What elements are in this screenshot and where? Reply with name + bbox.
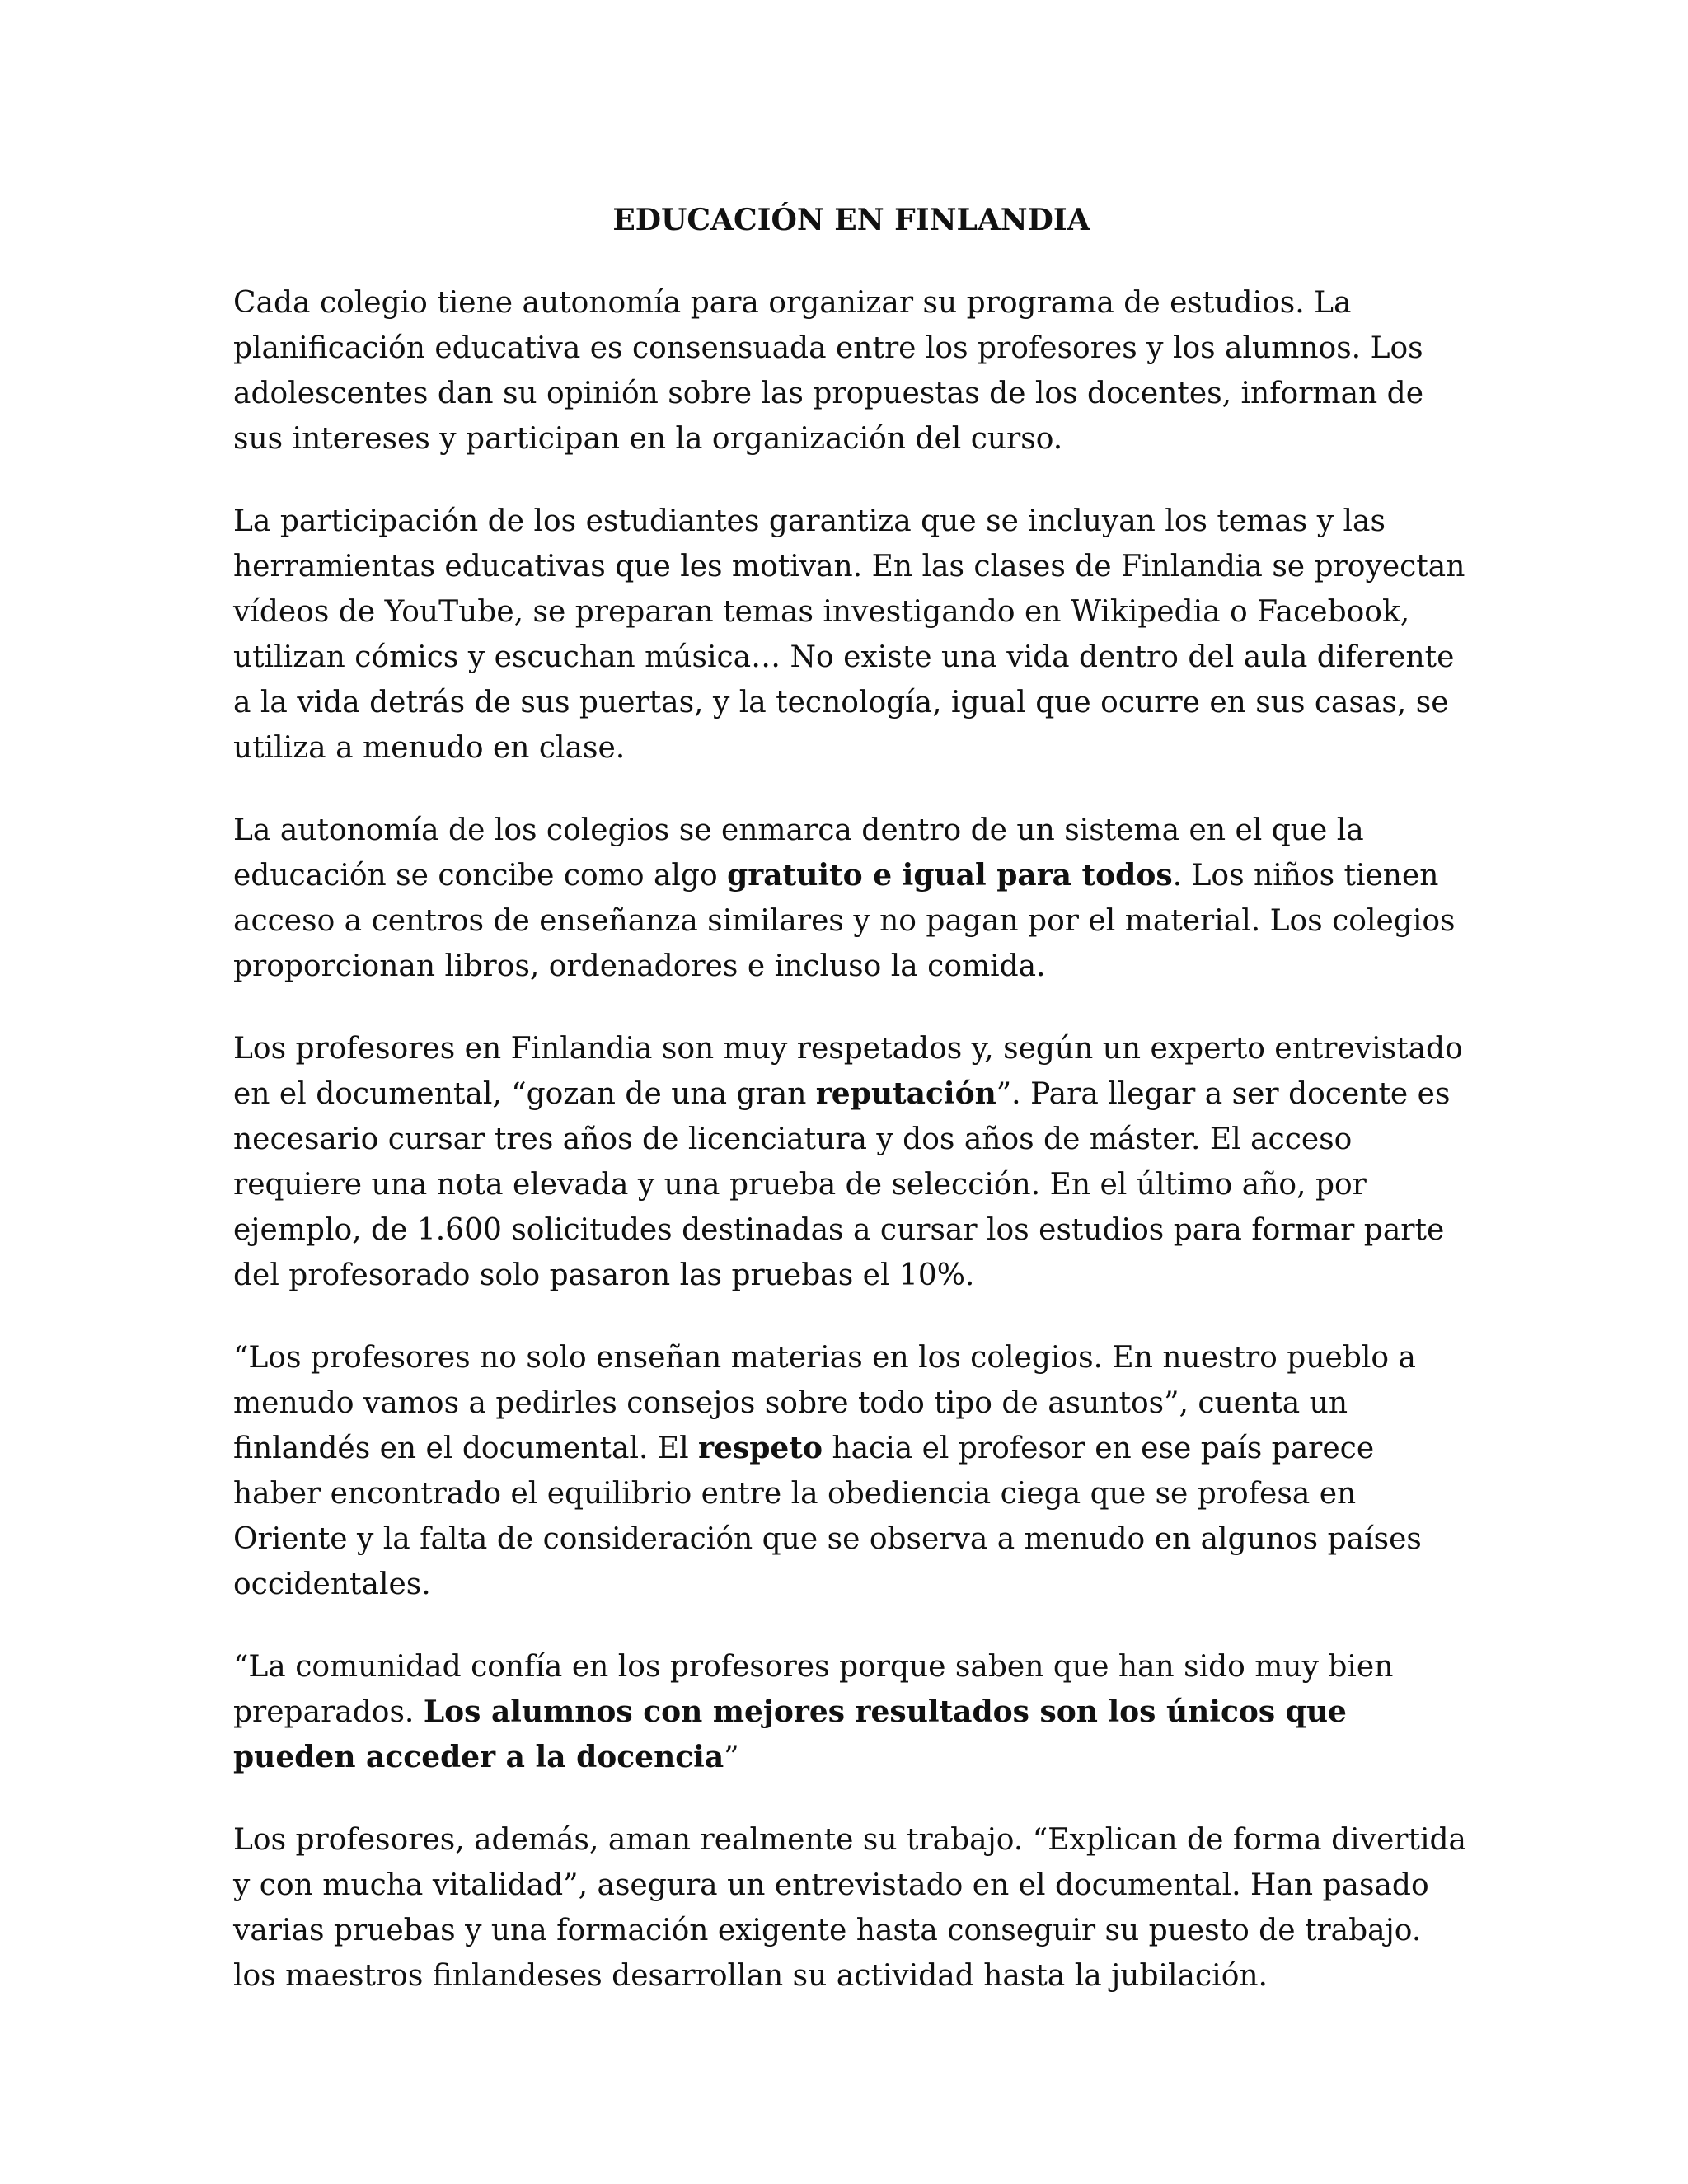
text-segment: hacia el profesor en ese país parece haber encontrado el equilibrio entre la obediencia ciega que se profesa en Oriente y la falta de consideración que se observa a menudo en algunos países occidentales. bbox=[233, 1432, 1422, 1601]
text-segment: Cada colegio tiene autonomía para organizar su programa de estudios. La planificación educativa es consensuada entre los profesores y los alumnos. Los adolescentes dan su opinión sobre las propuestas de los docentes, informan de sus intereses y participan en la organización del curso. bbox=[233, 286, 1424, 456]
bold-text: reputación bbox=[815, 1076, 996, 1111]
body-paragraph bbox=[233, 1817, 1470, 1999]
document-title: EDUCACIÓN EN FINLANDIA bbox=[612, 203, 1090, 237]
body-paragraph bbox=[233, 499, 1470, 771]
text-segment: Los profesores en Finlandia son muy respetados y, según un experto entrevistado en el documental, “gozan de una gran bbox=[233, 1032, 1463, 1111]
body-paragraph bbox=[233, 1335, 1470, 1607]
text-segment: La autonomía de los colegios se enmarca dentro de un sistema en el que la educación se concibe como algo bbox=[233, 813, 1364, 893]
bold-text: Los alumnos con mejores resultados son los únicos que pueden acceder a la docencia bbox=[233, 1694, 1347, 1774]
text-segment: “Los profesores no solo enseñan materias en los colegios. En nuestro pueblo a menudo vamos a pedirles consejos sobre todo tipo de asuntos”, cuenta un finlandés en el documental. El bbox=[233, 1341, 1416, 1465]
text-segment: Los profesores, además, aman realmente su trabajo. “Explican de forma divertida y con mucha vitalidad”, asegura un entrevistado en el documental. Han pasado varias pruebas y una formación exigente hasta conseguir su puesto de trabajo. los maestros finlandeses desarrollan su actividad hasta la jubilación. bbox=[233, 1823, 1466, 1993]
text-segment: ” bbox=[724, 1741, 739, 1774]
body-paragraph bbox=[233, 1026, 1470, 1298]
body-paragraph bbox=[233, 280, 1470, 462]
text-segment: “La comunidad confía en los profesores porque saben que han sido muy bien preparados. bbox=[233, 1650, 1394, 1729]
bold-text: gratuito e igual para todos bbox=[727, 858, 1173, 893]
text-segment: . Los niños tienen acceso a centros de enseñanza similares y no pagan por el material. Los colegios proporcionan libros, ordenadores e incluso la comida. bbox=[233, 859, 1456, 983]
text-segment: ”. Para llegar a ser docente es necesario cursar tres años de licenciatura y dos años de máster. El acceso requiere una nota elevada y una prueba de selección. En el último año, por ejemplo, de 1.600 solicitudes destinadas a cursar los estudios para formar parte del profesorado solo pasaron las pruebas el 10%. bbox=[233, 1077, 1451, 1292]
paragraph-list bbox=[233, 280, 1470, 1999]
bold-text: respeto bbox=[698, 1431, 823, 1465]
text-segment: La participación de los estudiantes garantiza que se incluyan los temas y las herramientas educativas que les motivan. En las clases de Finlandia se proyectan vídeos de YouTube, se preparan temas investigando en Wikipedia o Facebook, utilizan cómics y escuchan música… No existe una vida dentro del aula diferente a la vida detrás de sus puertas, y la tecnología, igual que ocurre en sus casas, se utiliza a menudo en clase. bbox=[233, 504, 1465, 765]
body-paragraph bbox=[233, 1644, 1470, 1780]
body-paragraph bbox=[233, 808, 1470, 989]
document-body bbox=[233, 198, 1470, 2036]
